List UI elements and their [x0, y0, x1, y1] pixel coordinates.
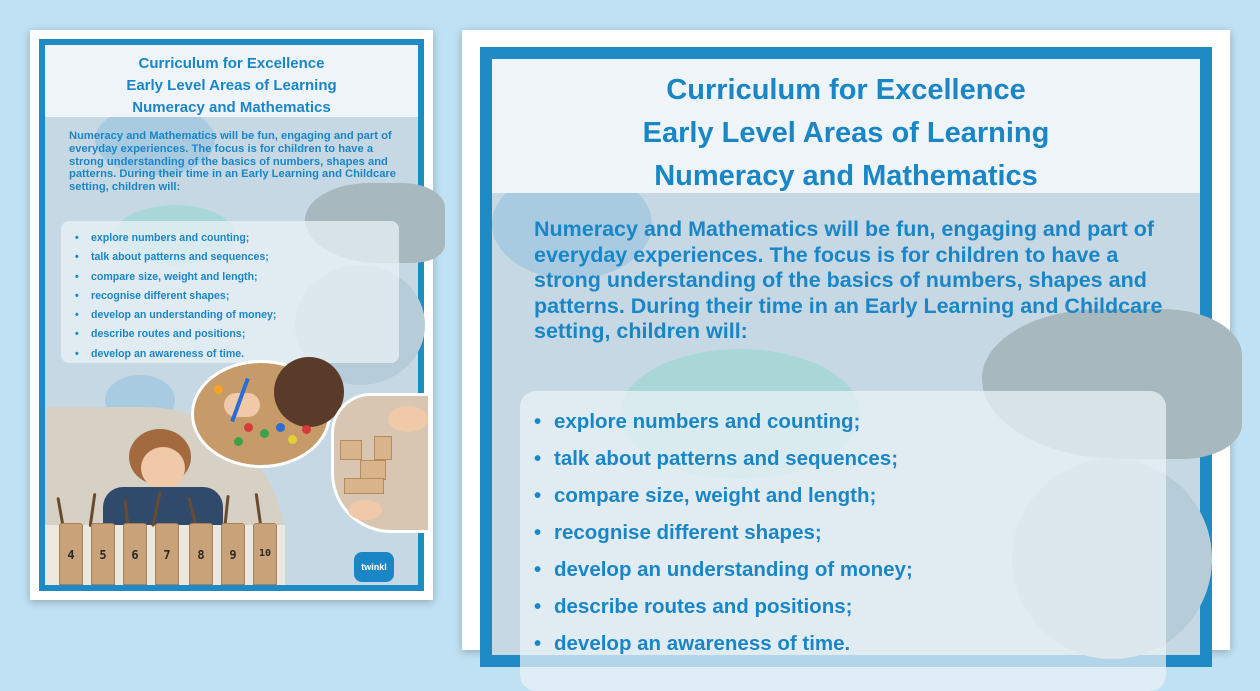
intro-paragraph: Numeracy and Mathematics will be fun, engaging and part of everyday experiences. The focus is for children to have a strong understanding of the basics of numbers, shapes and patterns. During their time in an Early Learning and Childcare setting, children will: — [69, 130, 396, 194]
list-item: • develop an understanding of money; — [534, 558, 913, 581]
list-item: • develop an awareness of time. — [75, 347, 245, 360]
number-tube: 4 — [59, 523, 83, 585]
poster-frame — [480, 47, 1212, 667]
number-tube: 5 — [91, 523, 115, 585]
number-tube: 9 — [221, 523, 245, 585]
list-item: • recognise different shapes; — [534, 521, 822, 544]
photo-beads-activity — [191, 360, 331, 468]
poster-frame — [39, 39, 424, 591]
intro-paragraph: Numeracy and Mathematics will be fun, engaging and part of everyday experiences. The focus is for children to have a strong understanding of the basics of numbers, shapes and patterns. During their time in an Early Learning and Childcare setting, children will: — [534, 217, 1163, 343]
title-line: Numeracy and Mathematics — [654, 160, 1038, 192]
twinkl-logo: twinkl — [354, 552, 394, 582]
number-tube: 7 — [155, 523, 179, 585]
title-line: Curriculum for Excellence — [138, 55, 325, 72]
list-item: • explore numbers and counting; — [534, 410, 861, 433]
list-item: • describe routes and positions; — [75, 328, 246, 341]
list-item: • compare size, weight and length; — [75, 270, 258, 283]
title-line: Early Level Areas of Learning — [642, 117, 1050, 149]
poster-title — [492, 59, 1200, 193]
number-tube: 8 — [189, 523, 213, 585]
list-item: • recognise different shapes; — [75, 289, 230, 302]
list-item: • compare size, weight and length; — [534, 484, 877, 507]
photo-wooden-blocks — [331, 393, 431, 533]
number-tube: 10 — [253, 523, 277, 585]
list-item: • develop an awareness of time. — [534, 632, 851, 655]
list-item: • describe routes and positions; — [534, 595, 853, 618]
title-line: Early Level Areas of Learning — [126, 77, 337, 94]
poster-thumbnail[interactable] — [30, 30, 433, 600]
learning-list — [520, 391, 1166, 691]
title-line: Curriculum for Excellence — [666, 74, 1026, 106]
poster-title — [45, 45, 418, 117]
number-tube: 6 — [123, 523, 147, 585]
learning-list — [61, 221, 399, 363]
list-item: • talk about patterns and sequences; — [75, 251, 269, 264]
list-item: • explore numbers and counting; — [75, 232, 250, 244]
title-line: Numeracy and Mathematics — [132, 99, 331, 116]
poster-zoomed[interactable] — [462, 30, 1230, 655]
list-item: • talk about patterns and sequences; — [534, 447, 899, 470]
list-item: • develop an understanding of money; — [75, 309, 277, 322]
